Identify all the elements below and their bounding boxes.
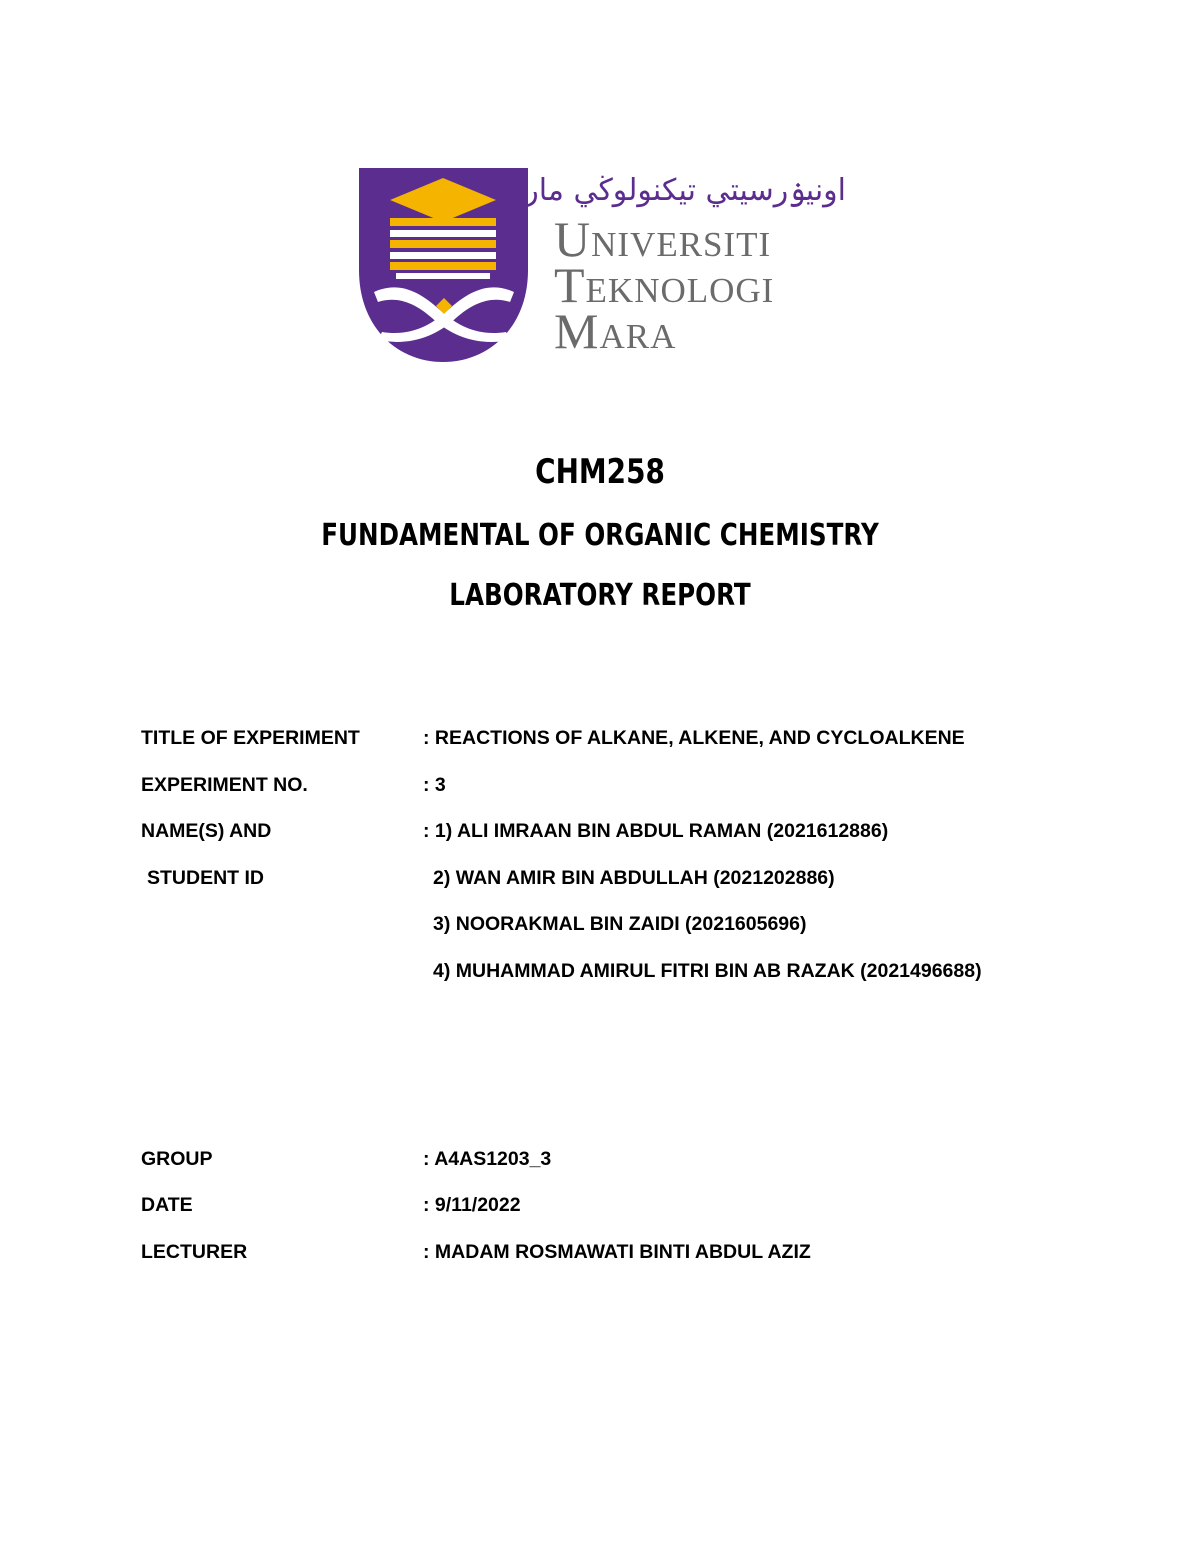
arabic-script	[515, 162, 856, 212]
logo-line-3: Mara	[554, 303, 677, 359]
student-id-label: STUDENT ID	[147, 867, 264, 889]
course-code: CHM258	[535, 452, 665, 492]
experiment-value: : 3	[423, 774, 446, 796]
experiment-label: EXPERIMENT NO.	[141, 774, 308, 796]
lecturer-value: : MADAM ROSMAWATI BINTI ABDUL AZIZ	[423, 1241, 811, 1263]
logo-line-2: Teknologi	[554, 257, 775, 313]
group-value: : A4AS1203_3	[423, 1148, 552, 1170]
university-logo	[356, 160, 861, 370]
member-1: : 1) ALI IMRAAN BIN ABDUL RAMAN (2021612886)	[423, 820, 889, 842]
report-type: LABORATORY REPORT	[449, 578, 751, 613]
member-4: 4) MUHAMMAD AMIRUL FITRI BIN AB RAZAK (2021496688)	[433, 960, 982, 982]
title-label: TITLE OF EXPERIMENT	[141, 727, 360, 749]
member-2: 2) WAN AMIR BIN ABDULLAH (2021202886)	[433, 867, 835, 889]
lecturer-label: LECTURER	[141, 1241, 248, 1263]
group-label: GROUP	[141, 1148, 213, 1170]
arabic-text: اونيۏرسيتي تيكنولوڬي مارا	[515, 173, 846, 208]
date-label: DATE	[141, 1194, 193, 1216]
date-value: : 9/11/2022	[423, 1194, 521, 1216]
names-label: NAME(S) AND	[141, 820, 272, 842]
course-name: FUNDAMENTAL OF ORGANIC CHEMISTRY	[321, 518, 879, 553]
crest-icon	[356, 160, 536, 370]
university-name	[554, 211, 864, 359]
logo-line-1: Universiti	[554, 211, 772, 267]
member-3: 3) NOORAKMAL BIN ZAIDI (2021605696)	[433, 913, 807, 935]
title-value: : REACTIONS OF ALKANE, ALKENE, AND CYCLOALKENE	[423, 727, 965, 749]
